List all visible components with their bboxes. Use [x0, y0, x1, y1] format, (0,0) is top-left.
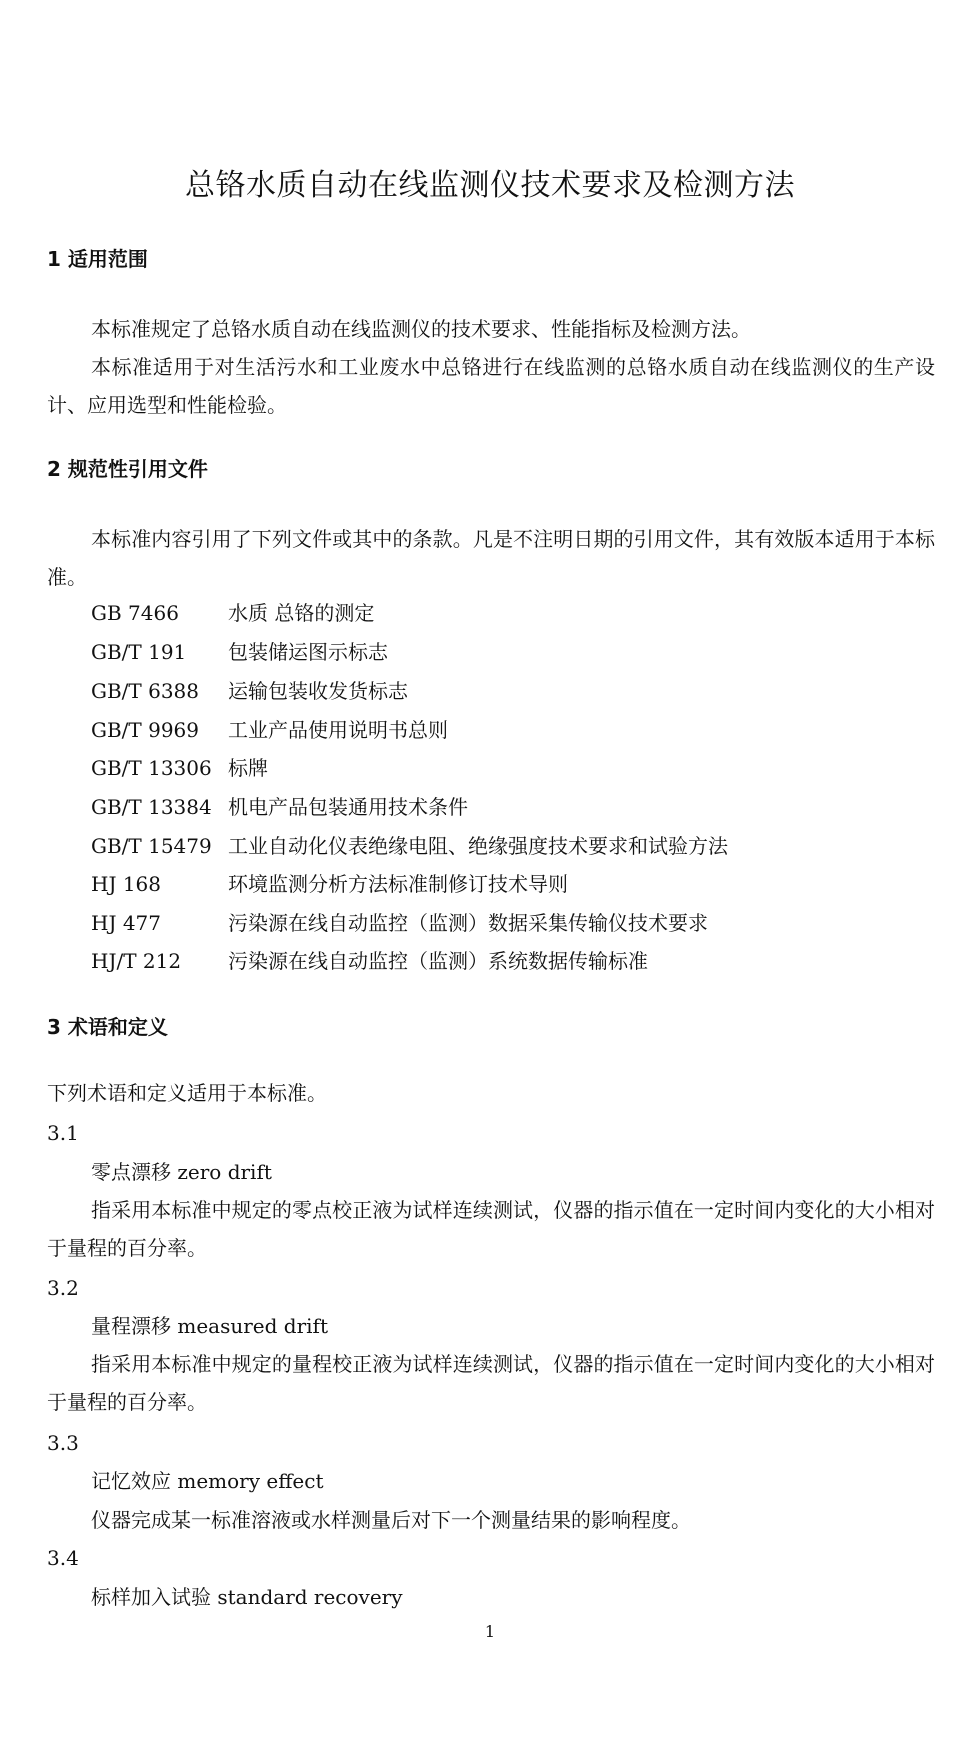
reference-row [91, 598, 374, 628]
reference-row [91, 715, 448, 745]
term-number: 3.1 [47, 1121, 79, 1145]
reference-code: HJ 168 [91, 872, 161, 896]
section-3-heading: 3 术语和定义 [47, 1015, 168, 1039]
term-number: 3.4 [47, 1546, 79, 1570]
reference-title: 工业产品使用说明书总则 [228, 718, 448, 742]
reference-row [91, 637, 388, 667]
reference-row [91, 753, 268, 783]
reference-row [91, 831, 728, 861]
reference-title: 运输包装收发货标志 [228, 679, 408, 703]
section-2-intro: 本标准内容引用了下列文件或其中的条款。凡是不注明日期的引用文件，其有效版本适用于本标准。 [47, 527, 935, 589]
section-1-heading: 1 适用范围 [47, 247, 148, 271]
reference-code: GB/T 15479 [91, 834, 212, 858]
term-definition: 仪器完成某一标准溶液或水样测量后对下一个测量结果的影响程度。 [91, 1508, 691, 1532]
reference-title: 水质 总铬的测定 [228, 601, 375, 625]
section-1-paragraph-2: 本标准适用于对生活污水和工业废水中总铬进行在线监测的总铬水质自动在线监测仪的生产设计、应用选型和性能检验。 [47, 355, 935, 417]
reference-code: GB/T 9969 [91, 718, 200, 742]
term-definition: 指采用本标准中规定的量程校正液为试样连续测试，仪器的指示值在一定时间内变化的大小相对于量程的百分率。 [47, 1352, 935, 1414]
reference-row [91, 792, 468, 822]
reference-row [91, 946, 648, 976]
section-2-heading: 2 规范性引用文件 [47, 457, 208, 481]
term-definition: 指采用本标准中规定的零点校正液为试样连续测试，仪器的指示值在一定时间内变化的大小相对于量程的百分率。 [47, 1198, 935, 1260]
section-3-intro: 下列术语和定义适用于本标准。 [47, 1081, 327, 1105]
reference-title: 污染源在线自动监控（监测）数据采集传输仪技术要求 [228, 911, 708, 935]
term-number: 3.2 [47, 1276, 79, 1300]
reference-title: 工业自动化仪表绝缘电阻、绝缘强度技术要求和试验方法 [228, 834, 728, 858]
reference-title: 标牌 [228, 756, 268, 780]
reference-row [91, 676, 408, 706]
term-number: 3.3 [47, 1431, 79, 1455]
reference-code: GB/T 13306 [91, 756, 212, 780]
term-name: 零点漂移 zero drift [91, 1160, 272, 1184]
section-1-paragraph-1: 本标准规定了总铬水质自动在线监测仪的技术要求、性能指标及检测方法。 [91, 317, 751, 341]
reference-row [91, 869, 568, 899]
reference-title: 机电产品包装通用技术条件 [228, 795, 468, 819]
reference-title: 环境监测分析方法标准制修订技术导则 [228, 872, 568, 896]
reference-code: HJ 477 [91, 911, 161, 935]
page-number: 1 [484, 1622, 496, 1641]
term-name: 量程漂移 measured drift [91, 1314, 328, 1338]
reference-title: 污染源在线自动监控（监测）系统数据传输标准 [228, 949, 648, 973]
reference-title: 包装储运图示标志 [228, 640, 388, 664]
reference-code: GB/T 13384 [91, 795, 212, 819]
term-name: 记忆效应 memory effect [91, 1469, 324, 1493]
reference-code: GB 7466 [91, 601, 179, 625]
reference-code: GB/T 191 [91, 640, 187, 664]
reference-code: GB/T 6388 [91, 679, 200, 703]
reference-code: HJ/T 212 [91, 949, 182, 973]
term-name: 标样加入试验 standard recovery [91, 1585, 403, 1609]
reference-row [91, 908, 708, 938]
document-title: 总铬水质自动在线监测仪技术要求及检测方法 [185, 168, 795, 203]
